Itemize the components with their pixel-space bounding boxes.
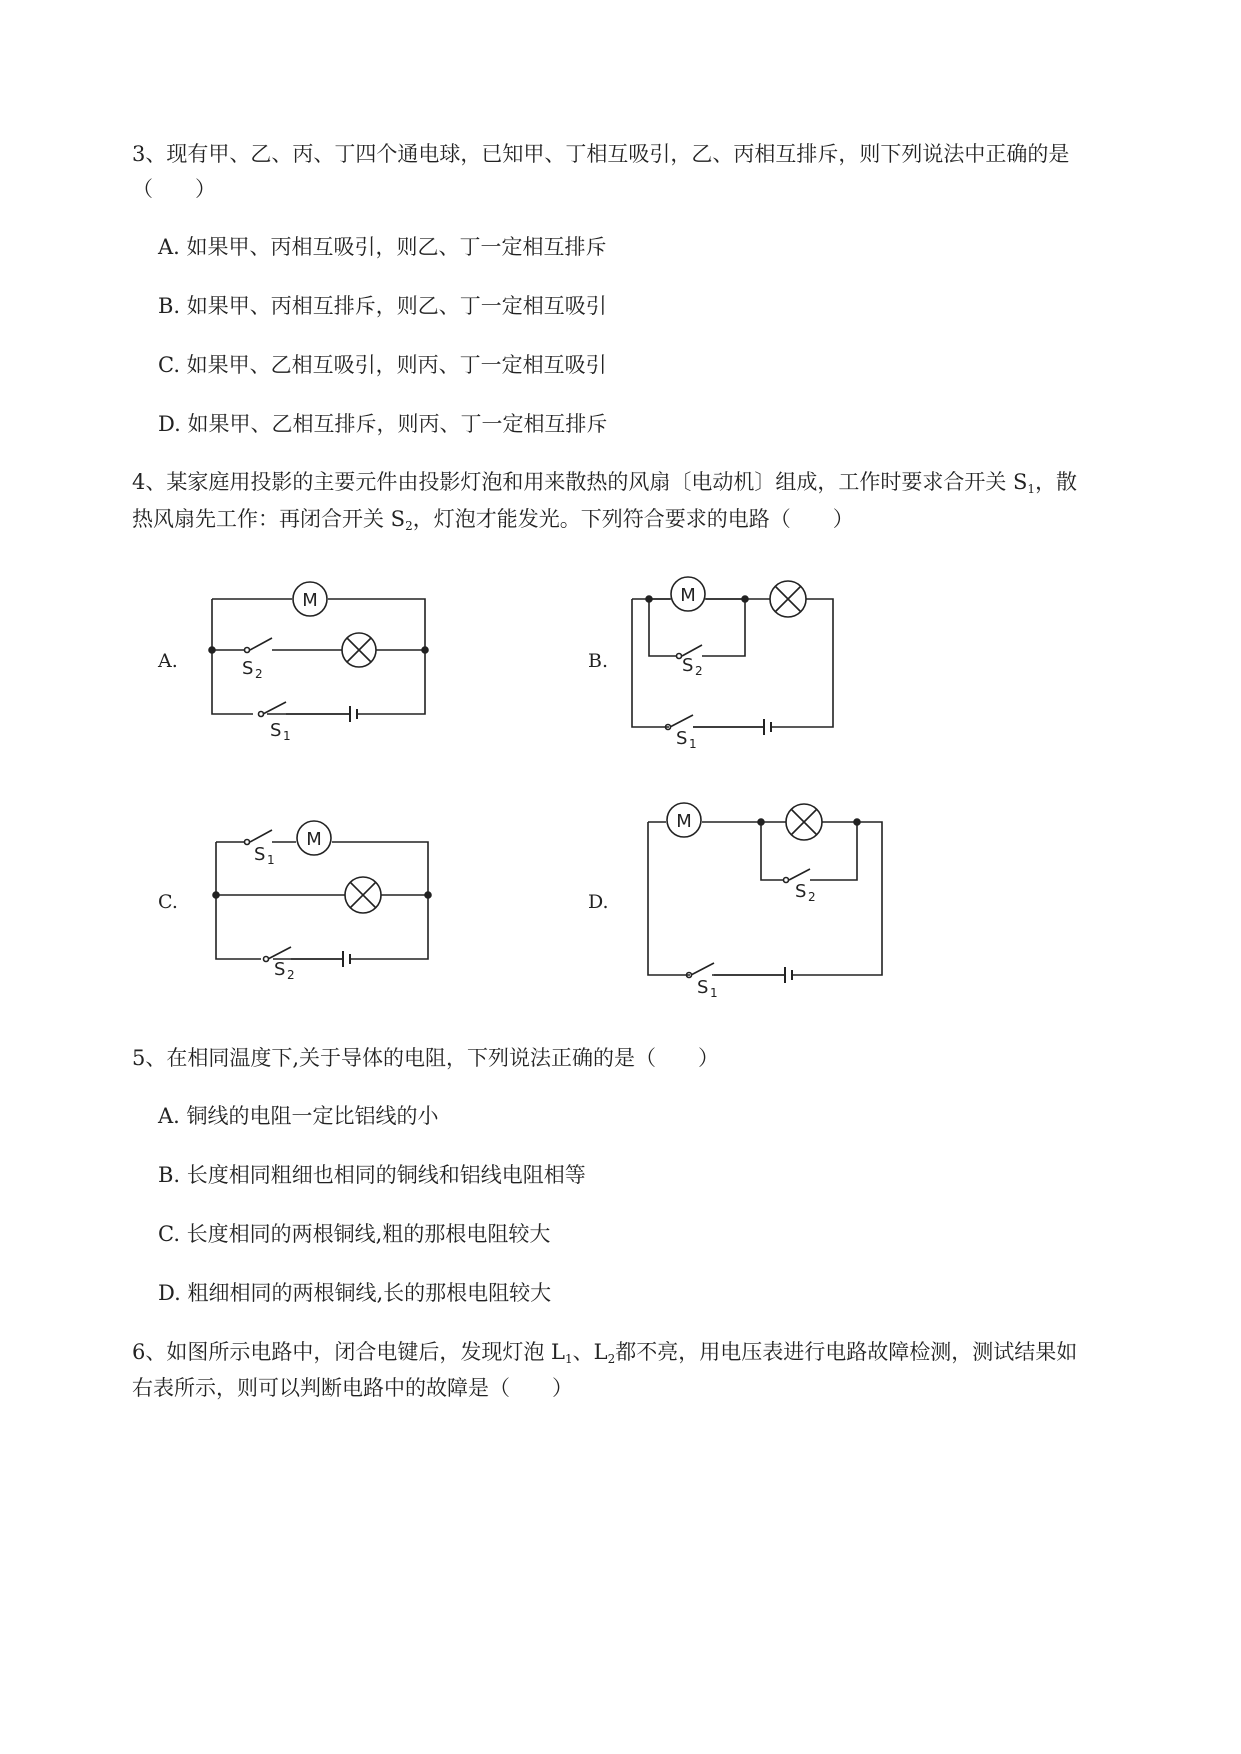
q4-stem-line1: 4、某家庭用投影的主要元件由投影灯泡和用来散热的风扇〔电动机〕组成，工作时要求合开关 $S_1$，散: [132, 470, 1078, 496]
q5-option-a: A. 铜线的电阻一定比铝线的小: [158, 1104, 439, 1128]
svg-text:1: 1: [710, 986, 718, 1000]
svg-text:2: 2: [287, 968, 295, 982]
q3-option-b: B. 如果甲、丙相互排斥，则乙、丁一定相互吸引: [158, 294, 607, 318]
motor-symbol: M: [302, 590, 318, 611]
svg-text:S: S: [242, 658, 254, 679]
svg-text:2: 2: [255, 667, 263, 681]
q5-option-c: C. 长度相同的两根铜线,粗的那根电阻较大: [158, 1222, 551, 1246]
q3-option-c: C. 如果甲、乙相互吸引，则丙、丁一定相互吸引: [158, 353, 607, 377]
diagram-b-label: B.: [588, 650, 609, 672]
svg-text:1: 1: [283, 729, 291, 743]
svg-text:1: 1: [267, 853, 275, 867]
svg-text:S: S: [676, 728, 688, 749]
svg-text:S: S: [274, 959, 286, 980]
q3-option-d: D. 如果甲、乙相互排斥，则丙、丁一定相互排斥: [158, 412, 608, 436]
svg-text:2: 2: [695, 664, 703, 678]
svg-text:M: M: [306, 829, 322, 850]
svg-text:M: M: [676, 811, 692, 832]
q6-stem-line1: 6、如图所示电路中，闭合电键后，发现灯泡 $L_1$、$L_2$都不亮，用电压表进行电路故障检测，测试结果如: [132, 1340, 1078, 1366]
q3-option-a: A. 如果甲、丙相互吸引，则乙、丁一定相互排斥: [158, 235, 607, 259]
diagram-c-label: C.: [158, 891, 178, 913]
svg-text:S: S: [270, 720, 282, 741]
svg-text:S: S: [254, 844, 266, 865]
svg-text:2: 2: [808, 890, 816, 904]
svg-text:1: 1: [689, 737, 697, 751]
q5-option-d: D. 粗细相同的两根铜线,长的那根电阻较大: [158, 1281, 552, 1305]
q5-option-b: B. 长度相同粗细也相同的铜线和铝线电阻相等: [158, 1163, 586, 1187]
svg-text:M: M: [680, 585, 696, 606]
q5-stem: 5、在相同温度下,关于导体的电阻，下列说法正确的是（ ）: [132, 1046, 720, 1070]
diagram-a-label: A.: [158, 650, 178, 672]
svg-text:S: S: [795, 881, 807, 902]
q3-stem: 3、现有甲、乙、丙、丁四个通电球，已知甲、丁相互吸引，乙、丙相互排斥，则下列说法中正确的是: [132, 142, 1070, 166]
q4-stem-line2: 热风扇先工作：再闭合开关 $S_2$，灯泡才能发光。下列符合要求的电路（ ）: [132, 507, 854, 533]
q3-paren: （ ）: [132, 177, 216, 201]
q6-stem-line2: 右表所示，则可以判断电路中的故障是（ ）: [132, 1376, 573, 1400]
diagram-d-label: D.: [588, 891, 609, 913]
svg-text:S: S: [697, 977, 709, 998]
svg-text:S: S: [682, 655, 694, 676]
